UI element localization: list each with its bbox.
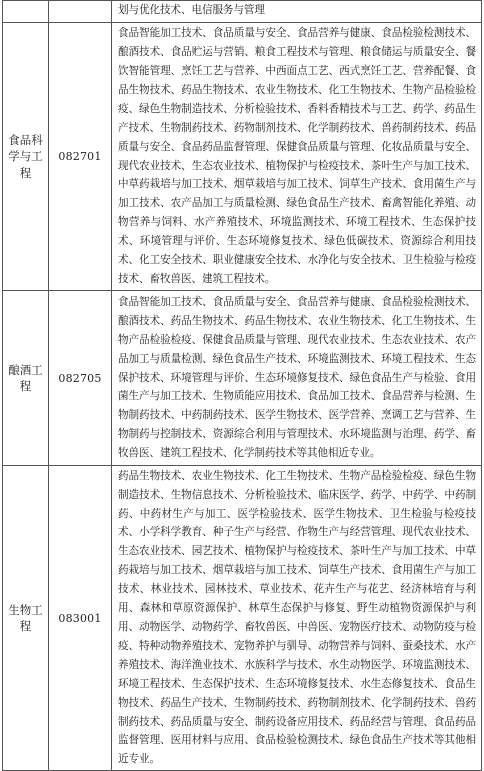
major-table (2, 0, 482, 771)
major-name-cell (3, 1, 49, 23)
related-majors-cell: 药品生物技术、农业生物技术、化工生物技术、生物产品检验检疫、绿色生物制造技术、生物信息技术、分析检验技术、临床医学、药学、中药学、中药制药、中药材生产与加工、医学检验技术、医学生物技术、卫生检验与检疫技术、小学科学教育、种子生产与经营、作物生产与经营管理、现代农业技术、生态农业技术、园艺技术、植物保护与检疫技术、茶叶生产与加工技术、中草药栽培与加工技术、烟草栽培与加工技术、饲草生产技术、食用菌生产与加工技术、林业技术、园林技术、草业技术、花卉生产与花艺、经济林培育与利用、森林和草原资源保护、林草生态保护与修复、野生动植物资源保护与利用、动物医学、动物药学、畜牧兽医、中兽医、宠物医疗技术、动物防疫与检疫、特种动物养殖技术、宠物养护与驯导、动物营养与饲料、蚕桑技术、水产养殖技术、海洋渔业技术、水族科学与技术、水生动物医学、环境监测技术、环境工程技术、生态保护技术、生态环境修复技术、水生态修复技术、食品生物技术、药品生产技术、生物制药技术、药物制剂技术、化学制药技术、兽药制药技术、药品质量与安全、制药设备应用技术、药品经营与管理、食品药品监督管理、医用材料与应用、食品检验检测技术、绿色食品生产技术等其他相近专业。 (112, 466, 482, 771)
major-code-cell (49, 1, 112, 23)
table-row (3, 291, 482, 466)
major-name-cell: 生物工程 (3, 466, 49, 771)
major-code-cell: 082705 (49, 291, 112, 466)
related-majors-cell: 划与优化技术、电信服务与管理 (112, 1, 482, 23)
major-code-cell: 082701 (49, 23, 112, 291)
table-row (3, 23, 482, 291)
table-row (3, 466, 482, 771)
major-name-cell: 酿酒工程 (3, 291, 49, 466)
major-name-cell: 食品科学与工程 (3, 23, 49, 291)
related-majors-cell: 食品智能加工技术、食品质量与安全、食品营养与健康、食品检验检测技术、酿酒技术、药品生物技术、药品生物技术、农业生物技术、化工生物技术、生物产品检验检疫、保健食品质量与管理、现代农业技术、生态农业技术、农产品加工与质量检测、绿色食品生产技术、环境监测技术、环境工程技术、生态保护技术、环境管理与评价、生态环境修复技术、绿色食品生产与检验、食用菌生产与加工技术、生物质能应用技术、食品加工技术、食品营养与检测、生物制药技术、中药制药技术、医学生物技术、医学营养、烹调工艺与营养、生物制药与控制技术、资源综合利用与管理技术、水环境监测与治理、药学、畜牧兽医、建筑工程技术、化学制药技术等其他相近专业。 (112, 291, 482, 466)
major-code-cell: 083001 (49, 466, 112, 771)
table-row-continued (3, 1, 482, 23)
related-majors-cell: 食品智能加工技术、食品质量与安全、食品营养与健康、食品检验检测技术、酿酒技术、食品贮运与营销、粮食工程技术与管理、粮食储运与质量安全、餐饮智能管理、烹饪工艺与营养、中西面点工艺、西式烹饪工艺、营养配餐、食品生物技术、药品生物技术、农业生物技术、化工生物技术、生物产品检验检疫、绿色生物制造技术、分析检验技术、香料香精技术与工艺、药学、药品生产技术、生物制药技术、药物制剂技术、化学制药技术、兽药制药技术、药品质量与安全、食品药品监督管理、保健食品质量与管理、化妆品质量与安全、现代农业技术、生态农业技术、植物保护与检疫技术、茶叶生产与加工技术、中草药栽培与加工技术、烟草栽培与加工技术、饲草生产技术、食用菌生产与加工技术、农产品加工与质量检测、绿色食品生产技术、畜禽智能化养殖、动物营养与饲料、水产养殖技术、环境监测技术、环境工程技术、生态保护技术、环境管理与评价、生态环境修复技术、绿色低碳技术、资源综合利用技术、化工安全技术、职业健康安全技术、水净化与安全技术、卫生检验与检疫技术、畜牧兽医、建筑工程技术。 (112, 23, 482, 291)
